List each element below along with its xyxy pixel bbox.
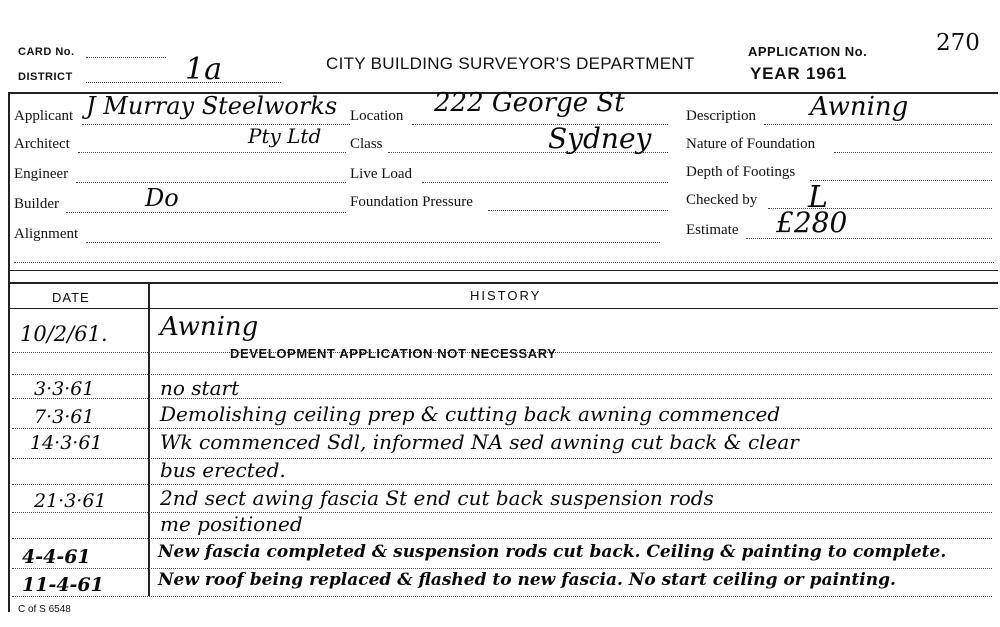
row-history: Demolishing ceiling prep & cutting back awning commenced	[160, 402, 781, 426]
row-history: bus erected.	[160, 458, 286, 482]
nature-of-foundation-line	[834, 152, 992, 153]
department-title: CITY BUILDING SURVEYOR'S DEPARTMENT	[326, 54, 695, 73]
year-label: YEAR 1961	[750, 64, 847, 83]
estimate-value: £280	[776, 206, 848, 239]
row-rule	[12, 458, 992, 459]
development-stamp: DEVELOPMENT APPLICATION NOT NECESSARY	[230, 346, 557, 361]
row-rule	[12, 428, 992, 429]
card-no-line	[86, 57, 166, 58]
builder-label: Builder	[14, 196, 59, 212]
district-label: DISTRICT	[18, 71, 73, 83]
row-rule	[12, 484, 992, 485]
row-date: 3·3·61	[34, 378, 95, 400]
row-history: no start	[160, 376, 240, 400]
alignment-label: Alignment	[14, 226, 79, 242]
class-value: Sydney	[548, 122, 652, 155]
fields-extra-line	[14, 262, 994, 263]
row-date: 21·3·61	[34, 490, 107, 512]
applicant-value: J Murray Steelworks	[86, 92, 338, 120]
row-history: Wk commenced Sdl, informed NA sed awning cut back & clear	[160, 430, 799, 454]
application-no-label: APPLICATION No.	[748, 44, 868, 59]
district-value: 1a	[185, 52, 222, 87]
builder-line	[66, 212, 346, 213]
form-code: C of S 6548	[18, 604, 71, 615]
history-column-header: HISTORY	[470, 288, 542, 303]
architect-line	[78, 152, 346, 153]
card-no-label: CARD No.	[18, 46, 75, 58]
row-date: 11-4-61	[22, 574, 104, 596]
row-history: Awning	[160, 312, 259, 342]
applicant-label: Applicant	[14, 108, 74, 124]
row-rule	[12, 568, 992, 569]
depth-of-footings-label: Depth of Footings	[686, 164, 796, 180]
live-load-line	[422, 182, 668, 183]
depth-of-footings-line	[810, 180, 992, 181]
table-header-divider	[8, 308, 998, 309]
alignment-line	[86, 242, 660, 243]
location-label: Location	[350, 108, 404, 124]
row-rule	[12, 398, 992, 399]
row-history: New roof being replaced & flashed to new fascia. No start ceiling or painting.	[158, 570, 896, 590]
row-history: 2nd sect awing fascia St end cut back suspension rods	[160, 486, 714, 510]
engineer-line	[76, 182, 346, 183]
date-column-header: DATE	[52, 290, 90, 305]
row-date: 7·3·61	[34, 406, 95, 428]
fields-divider	[8, 270, 998, 271]
date-column-divider	[148, 284, 150, 596]
builder-value: Do	[145, 184, 179, 212]
district-line	[86, 82, 281, 83]
row-rule	[12, 512, 992, 513]
description-value: Awning	[810, 92, 909, 122]
location-value: 222 George St	[434, 88, 625, 118]
row-history: me positioned	[160, 512, 303, 536]
foundation-pressure-line	[488, 210, 668, 211]
foundation-pressure-label: Foundation Pressure	[350, 194, 473, 210]
left-border	[8, 92, 10, 612]
row-date: 4-4-61	[22, 546, 91, 568]
architect-label: Architect	[14, 136, 70, 152]
checked-by-value: L	[808, 180, 828, 215]
row-rule	[12, 538, 992, 539]
row-rule	[12, 374, 992, 375]
live-load-label: Live Load	[350, 166, 413, 182]
estimate-label: Estimate	[686, 222, 739, 238]
engineer-label: Engineer	[14, 166, 69, 182]
description-line	[764, 124, 992, 125]
row-date: 14·3·61	[30, 432, 103, 454]
checked-by-label: Checked by	[686, 192, 758, 208]
description-label: Description	[686, 108, 756, 124]
table-top-border	[8, 282, 998, 284]
row-date: 10/2/61.	[20, 322, 108, 346]
row-rule	[12, 596, 992, 597]
nature-of-foundation-label: Nature of Foundation	[686, 136, 816, 152]
row-history: New fascia completed & suspension rods cut back. Ceiling & painting to complete.	[158, 542, 947, 562]
architect-value: Pty Ltd	[248, 124, 322, 148]
class-label: Class	[350, 136, 383, 152]
application-number: 270	[936, 30, 980, 56]
